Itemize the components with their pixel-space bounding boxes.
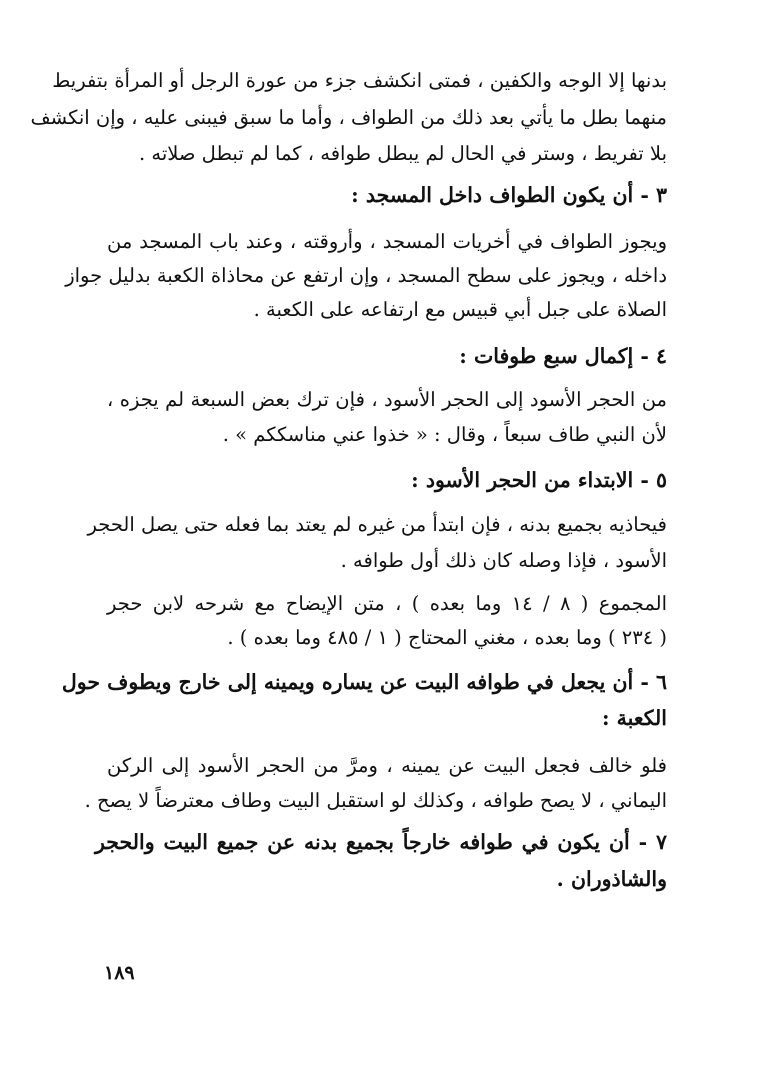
body-line: الصلاة على جبل أبي قبيس مع ارتفاعه على الكعبة .: [253, 298, 667, 321]
body-line: بدنها إلا الوجه والكفين ، فمتى انكشف جزء من عورة الرجل أو المرأة بتفريط: [52, 69, 667, 92]
section-heading-6-continued: الكعبة :: [601, 706, 667, 730]
section-heading-6: ٦ - أن يجعل في طوافه البيت عن يساره ويمينه إلى خارج ويطوف حول: [61, 670, 667, 694]
body-line: لأن النبي طاف سبعاً ، وقال : « خذوا عني مناسككم » .: [222, 423, 667, 446]
section-heading-7: ٧ - أن يكون في طوافه خارجاً بجميع بدنه عن جميع البيت والحجر: [95, 830, 667, 854]
body-line: فلو خالف فجعل البيت عن يمينه ، ومرَّ من الحجر الأسود إلى الركن: [107, 754, 667, 777]
page-number: ١٨٩: [104, 962, 135, 984]
body-line: الأسود ، فإذا وصله كان ذلك أول طوافه .: [340, 549, 667, 572]
body-line: داخله ، ويجوز على سطح المسجد ، وإن ارتفع عن محاذاة الكعبة بدليل جواز: [65, 264, 667, 287]
reference-line: ( ٢٣٤ ) وما بعده ، مغني المحتاج ( ١ / ٤٨٥ وما بعده ) .: [227, 626, 667, 649]
body-line: من الحجر الأسود إلى الحجر الأسود ، فإن ترك بعض السبعة لم يجزه ،: [107, 388, 667, 411]
section-heading-7-continued: والشاذوران .: [556, 867, 667, 891]
body-line: ويجوز الطواف في أخريات المسجد ، وأروقته ، وعند باب المسجد من: [107, 230, 667, 253]
body-line: اليماني ، لا يصح طوافه ، وكذلك لو استقبل البيت وطاف معترضاً لا يصح .: [84, 789, 667, 812]
body-line: منهما بطل ما يأتي بعد ذلك من الطواف ، وأما ما سبق فيبنى عليه ، وإن انكشف: [30, 106, 667, 129]
body-line: بلا تفريط ، وستر في الحال لم يبطل طوافه ، كما لم تبطل صلاته .: [139, 142, 667, 165]
section-heading-5: ٥ - الابتداء من الحجر الأسود :: [411, 468, 667, 492]
section-heading-4: ٤ - إكمال سبع طوفات :: [459, 344, 667, 368]
section-heading-3: ٣ - أن يكون الطواف داخل المسجد :: [351, 183, 667, 207]
reference-line: المجموع ( ٨ / ١٤ وما بعده ) ، متن الإيضاح مع شرحه لابن حجر: [107, 592, 667, 615]
body-line: فيحاذيه بجميع بدنه ، فإن ابتدأ من غيره لم يعتد بما فعله حتى يصل الحجر: [87, 513, 667, 536]
